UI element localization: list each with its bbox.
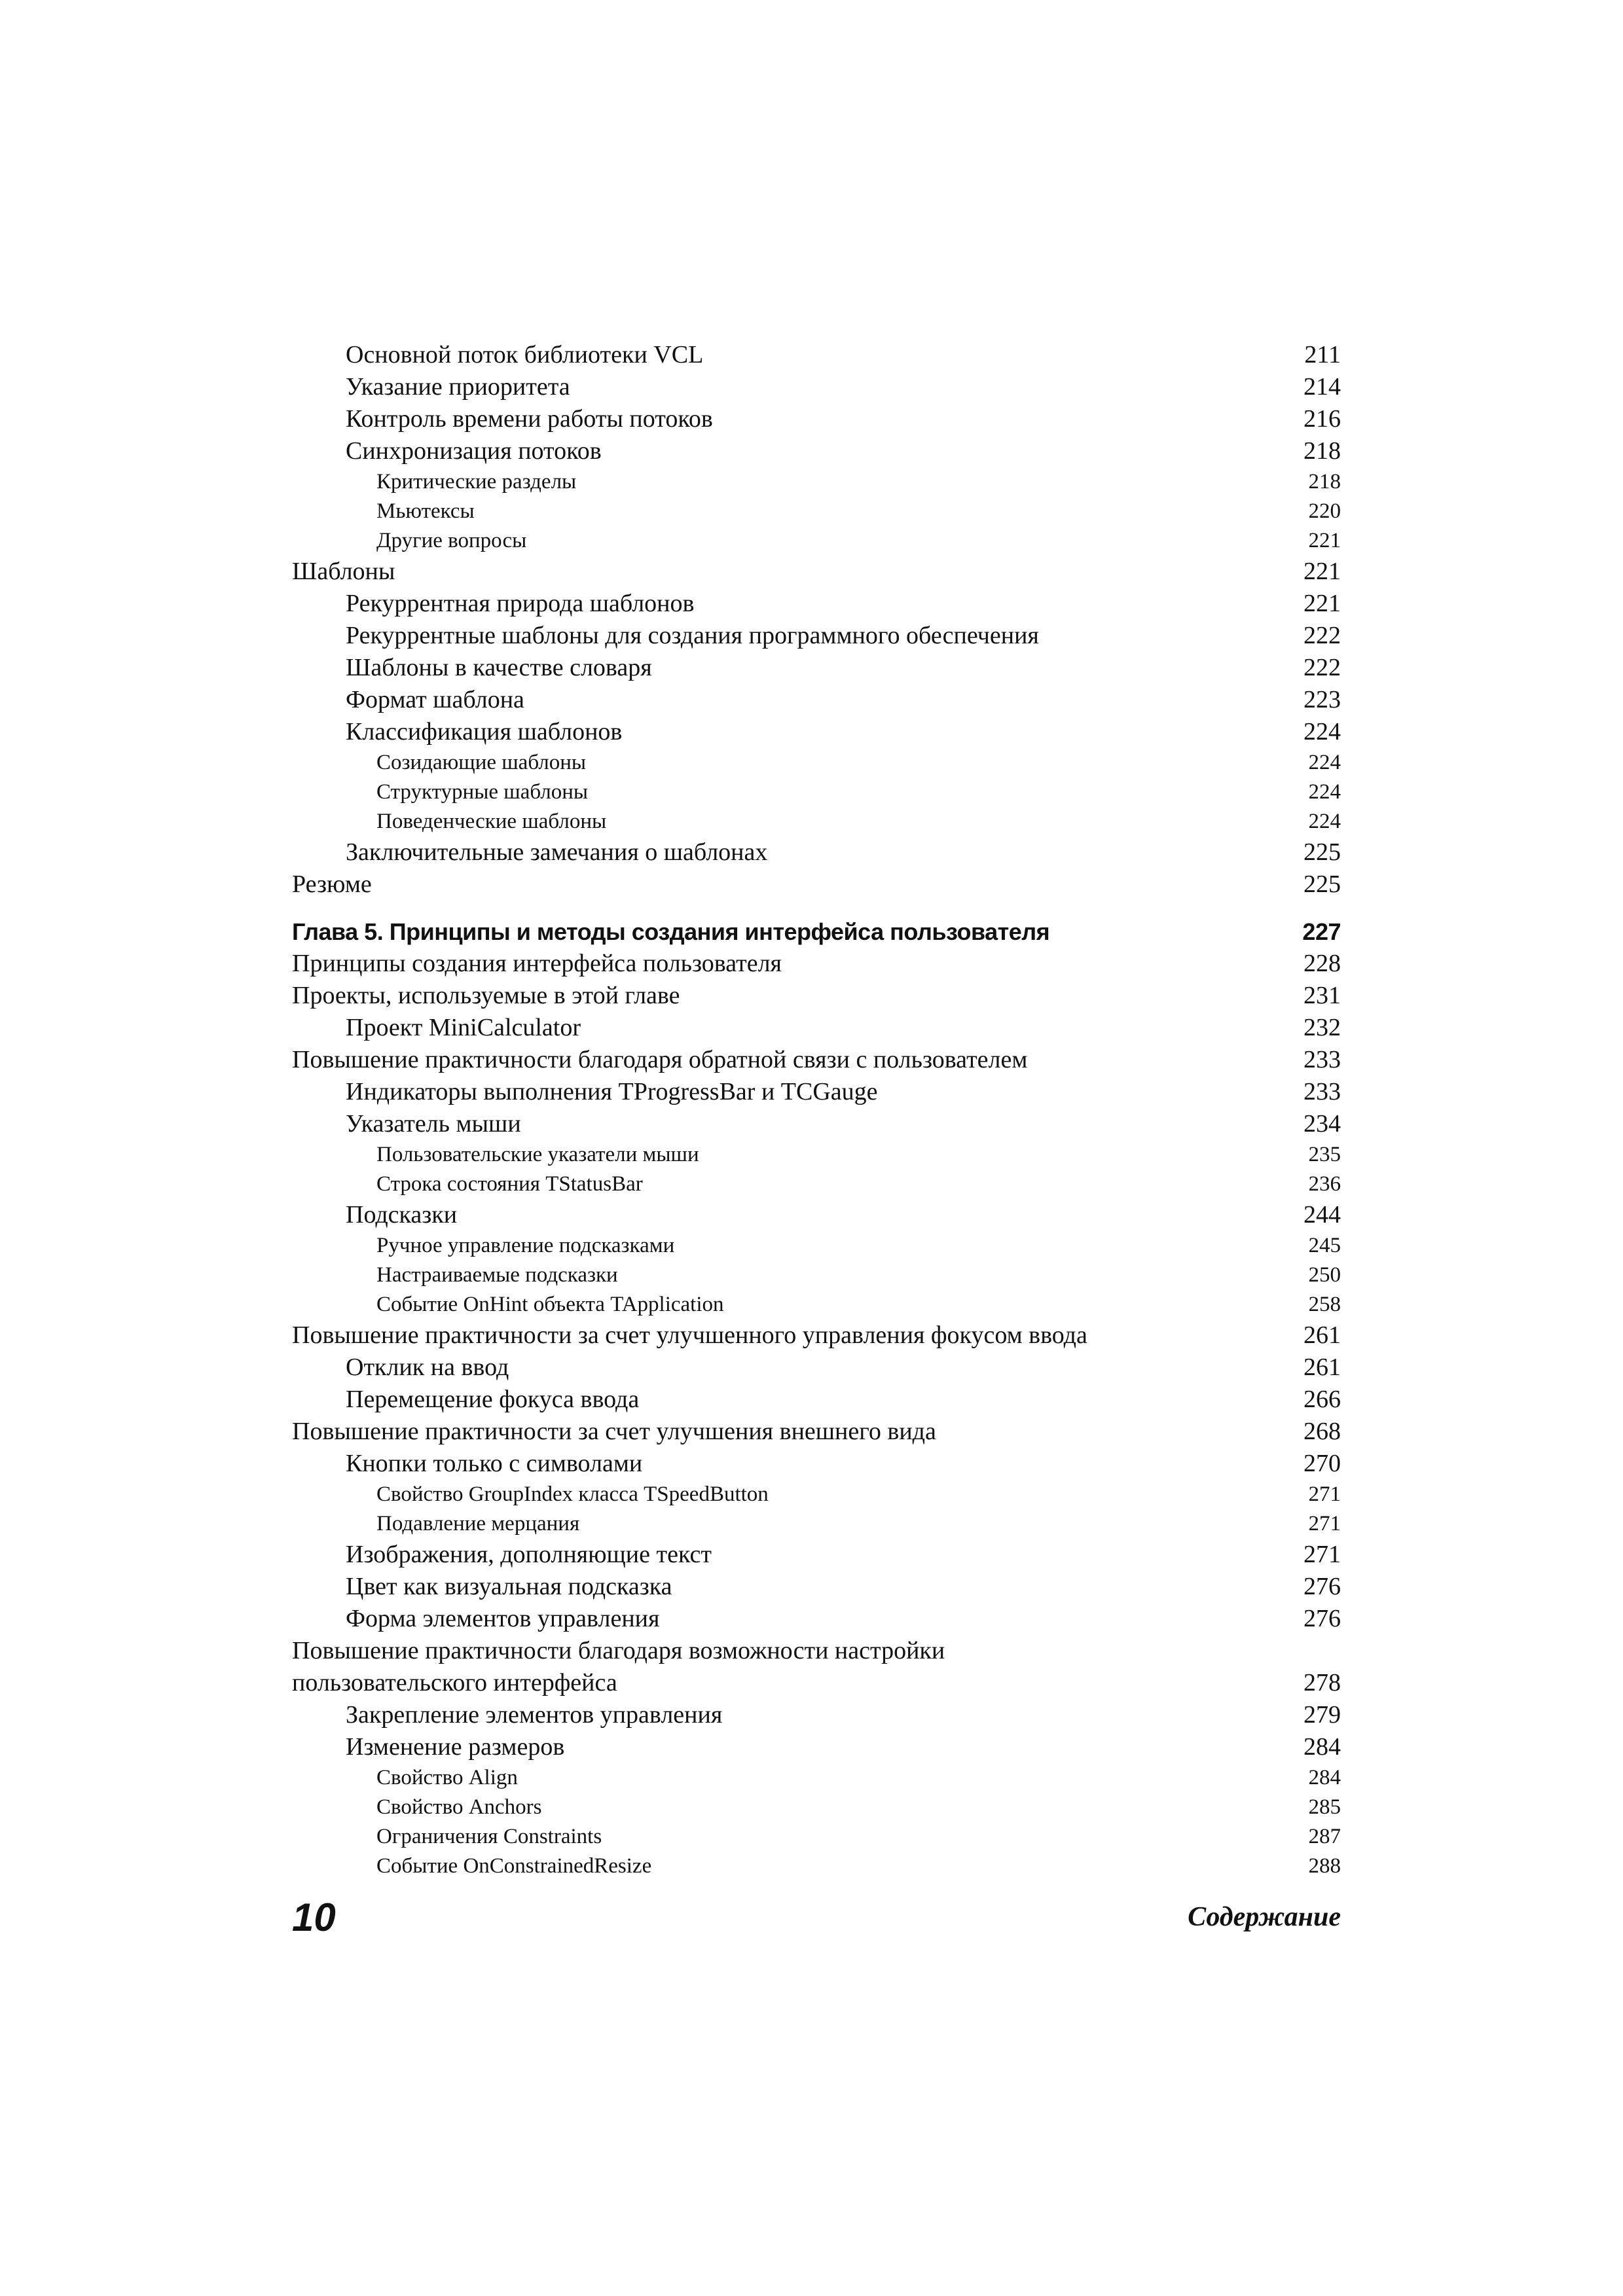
toc-entry-level-1 xyxy=(292,556,1341,588)
toc-entry-page: 271 xyxy=(1308,1482,1341,1506)
toc-entry-page: 285 xyxy=(1308,1795,1341,1819)
toc-entry-title: Закрепление элементов управления xyxy=(346,1701,723,1729)
toc-entry-level-2 xyxy=(292,588,1341,620)
toc-entry-page: 224 xyxy=(1308,751,1341,774)
toc-entry-title: Форма элементов управления xyxy=(346,1605,660,1632)
toc-entry-level-3 xyxy=(292,1261,1341,1290)
toc-entry-page: 233 xyxy=(1304,1046,1341,1073)
running-title: Содержание xyxy=(1188,1902,1341,1932)
toc-entry-title: Классификация шаблонов xyxy=(346,718,623,745)
toc-entry-title: Событие OnHint объекта TApplication xyxy=(376,1293,724,1316)
toc-entry-level-2 xyxy=(292,1384,1341,1416)
toc-entry-title: Поведенческие шаблоны xyxy=(376,810,607,833)
toc-entry-page: 266 xyxy=(1304,1386,1341,1413)
toc-entry-level-2 xyxy=(292,1076,1341,1108)
toc-entry-level-1 xyxy=(292,980,1341,1012)
toc-entry-title: Ручное управление подсказками xyxy=(376,1234,675,1257)
toc-entry-level-2 xyxy=(292,1012,1341,1044)
toc-entry-level-2 xyxy=(292,371,1341,403)
toc-entry-title: Кнопки только с символами xyxy=(346,1450,643,1477)
toc-entry-title: Синхронизация потоков xyxy=(346,437,602,465)
toc-entry-page: 284 xyxy=(1304,1733,1341,1761)
toc-entry-title: Свойство GroupIndex класса TSpeedButton xyxy=(376,1482,769,1506)
toc-entry-title: Повышение практичности благодаря обратной связи с пользователем xyxy=(292,1046,1028,1073)
toc-entry-title: Заключительные замечания о шаблонах xyxy=(346,838,768,866)
toc-entry-level-2 xyxy=(292,684,1341,716)
toc-entry-level-1 xyxy=(292,1416,1341,1448)
toc-entry-title: Цвет как визуальная подсказка xyxy=(346,1573,672,1600)
toc-chapter-heading xyxy=(292,916,1341,948)
toc-entry-level-3 xyxy=(292,1290,1341,1319)
toc-entry-title: Созидающие шаблоны xyxy=(376,751,587,774)
toc-entry-title: Изображения, дополняющие текст xyxy=(346,1541,712,1568)
toc-entry-level-3 xyxy=(292,1170,1341,1199)
toc-entry-level-3 xyxy=(292,1793,1341,1822)
toc-entry-title: Резюме xyxy=(292,870,372,898)
toc-entry-title: Подавление мерцания xyxy=(376,1512,580,1535)
toc-entry-level-3 xyxy=(292,778,1341,807)
toc-entry-title: Структурные шаблоны xyxy=(376,780,589,804)
toc-entry-level-2 xyxy=(292,435,1341,467)
toc-entry-page: 268 xyxy=(1304,1418,1341,1445)
toc-entry-title: Проекты, используемые в этой главе xyxy=(292,982,680,1009)
toc-entry-level-2 xyxy=(292,716,1341,748)
toc-entry-title: Строка состояния TStatusBar xyxy=(376,1172,643,1196)
toc-entry-level-3 xyxy=(292,807,1341,836)
page-number: 10 xyxy=(292,1895,336,1939)
toc-entry-page: 222 xyxy=(1304,622,1341,649)
toc-entry-page: 227 xyxy=(1302,918,1341,945)
toc-entry-page: 261 xyxy=(1304,1354,1341,1381)
table-of-contents xyxy=(292,339,1341,1881)
toc-entry-title: Указатель мыши xyxy=(346,1110,521,1138)
toc-entry-level-3 xyxy=(292,1763,1341,1793)
toc-entry-page: 270 xyxy=(1304,1450,1341,1477)
toc-entry-level-3 xyxy=(292,1140,1341,1170)
toc-entry-level-3 xyxy=(292,1852,1341,1881)
toc-entry-title: Свойство Align xyxy=(376,1766,518,1789)
toc-entry-level-2 xyxy=(292,403,1341,435)
toc-entry-page: 231 xyxy=(1304,982,1341,1009)
toc-entry-page: 245 xyxy=(1308,1234,1341,1257)
toc-entry-title: Повышение практичности за счет улучшенного управления фокусом ввода xyxy=(292,1321,1087,1349)
toc-entry-page: 271 xyxy=(1308,1512,1341,1535)
toc-entry-page: 218 xyxy=(1304,437,1341,465)
toc-entry-level-2 xyxy=(292,620,1341,652)
toc-entry-page: 261 xyxy=(1304,1321,1341,1349)
toc-entry-level-3 xyxy=(292,748,1341,778)
toc-entry-page: 278 xyxy=(1304,1669,1341,1696)
toc-entry-title: Основной поток библиотеки VCL xyxy=(346,341,704,368)
toc-entry-page: 228 xyxy=(1304,950,1341,977)
toc-entry-title: Другие вопросы xyxy=(376,529,527,552)
toc-entry-page: 218 xyxy=(1308,470,1341,493)
toc-entry-level-3 xyxy=(292,1231,1341,1261)
toc-entry-page: 216 xyxy=(1304,405,1341,433)
toc-entry-page: 236 xyxy=(1308,1172,1341,1196)
toc-entry-page: 235 xyxy=(1308,1143,1341,1166)
toc-entry-level-2 xyxy=(292,652,1341,684)
toc-entry-level-2 xyxy=(292,1199,1341,1231)
toc-entry-page: 225 xyxy=(1304,870,1341,898)
toc-entry-level-1 xyxy=(292,869,1341,901)
toc-entry-page: 221 xyxy=(1304,558,1341,585)
toc-entry-level-2 xyxy=(292,1571,1341,1603)
toc-entry-page: 225 xyxy=(1304,838,1341,866)
toc-entry-level-3 xyxy=(292,1822,1341,1852)
toc-entry-level-3 xyxy=(292,497,1341,526)
toc-entry-title: Повышение практичности благодаря возможности настройки пользовательского интерфейса xyxy=(292,1637,945,1696)
toc-entry-level-2 xyxy=(292,1603,1341,1635)
toc-entry-page: 279 xyxy=(1304,1701,1341,1729)
toc-entry-title: Повышение практичности за счет улучшения внешнего вида xyxy=(292,1418,936,1445)
toc-entry-title: Контроль времени работы потоков xyxy=(346,405,713,433)
toc-entry-level-2 xyxy=(292,1731,1341,1763)
toc-entry-page: 221 xyxy=(1308,529,1341,552)
toc-entry-page: 244 xyxy=(1304,1201,1341,1229)
toc-entry-level-3 xyxy=(292,467,1341,497)
toc-entry-title: Индикаторы выполнения TProgressBar и TCGauge xyxy=(346,1078,878,1105)
toc-entry-page: 224 xyxy=(1308,810,1341,833)
toc-entry-page: 258 xyxy=(1308,1293,1341,1316)
toc-entry-level-1 xyxy=(292,1319,1341,1352)
toc-entry-page: 223 xyxy=(1304,686,1341,713)
toc-entry-title: Подсказки xyxy=(346,1201,458,1229)
toc-entry-level-2 xyxy=(292,1108,1341,1140)
toc-entry-title: Свойство Anchors xyxy=(376,1795,542,1819)
toc-entry-page: 221 xyxy=(1304,590,1341,617)
toc-entry-page: 276 xyxy=(1304,1605,1341,1632)
toc-entry-title: Шаблоны в качестве словаря xyxy=(346,654,652,681)
toc-entry-level-3 xyxy=(292,526,1341,556)
toc-entry-title: Формат шаблона xyxy=(346,686,524,713)
toc-entry-page: 287 xyxy=(1308,1825,1341,1848)
toc-entry-level-2 xyxy=(292,1699,1341,1731)
toc-entry-level-2 xyxy=(292,339,1341,371)
toc-entry-page: 276 xyxy=(1304,1573,1341,1600)
toc-entry-page: 250 xyxy=(1308,1263,1341,1287)
toc-entry-title: Указание приоритета xyxy=(346,373,570,401)
toc-entry-title: Рекуррентная природа шаблонов xyxy=(346,590,695,617)
toc-entry-level-1 xyxy=(292,1044,1341,1076)
toc-entry-title: Рекуррентные шаблоны для создания программного обеспечения xyxy=(346,622,1039,649)
toc-entry-title: Мьютексы xyxy=(376,499,475,523)
toc-entry-title: Пользовательские указатели мыши xyxy=(376,1143,699,1166)
toc-entry-title: Принципы создания интерфейса пользователя xyxy=(292,950,782,977)
toc-entry-page: 233 xyxy=(1304,1078,1341,1105)
toc-entry-page: 271 xyxy=(1304,1541,1341,1568)
toc-entry-level-3 xyxy=(292,1480,1341,1509)
toc-entry-level-2 xyxy=(292,1448,1341,1480)
toc-entry-level-1 xyxy=(292,1635,1341,1699)
toc-entry-title: Проект MiniCalculator xyxy=(346,1014,581,1041)
page-footer xyxy=(292,1894,1341,1940)
toc-entry-page: 284 xyxy=(1308,1766,1341,1789)
toc-entry-page: 232 xyxy=(1304,1014,1341,1041)
toc-entry-level-3 xyxy=(292,1509,1341,1539)
toc-entry-title: Шаблоны xyxy=(292,558,395,585)
toc-entry-title: Изменение размеров xyxy=(346,1733,565,1761)
toc-entry-title: Отклик на ввод xyxy=(346,1354,509,1381)
toc-entry-level-2 xyxy=(292,836,1341,869)
toc-entry-title: Глава 5. Принципы и методы создания интерфейса пользователя xyxy=(292,918,1050,945)
toc-entry-title: Настраиваемые подсказки xyxy=(376,1263,618,1287)
toc-entry-title: Событие OnConstrainedResize xyxy=(376,1854,652,1878)
toc-entry-page: 211 xyxy=(1304,341,1341,368)
toc-entry-page: 224 xyxy=(1304,718,1341,745)
toc-entry-level-2 xyxy=(292,1539,1341,1571)
toc-entry-page: 288 xyxy=(1308,1854,1341,1878)
toc-entry-page: 222 xyxy=(1304,654,1341,681)
toc-entry-level-2 xyxy=(292,1352,1341,1384)
toc-entry-page: 214 xyxy=(1304,373,1341,401)
toc-entry-title: Ограничения Constraints xyxy=(376,1825,602,1848)
toc-entry-level-1 xyxy=(292,948,1341,980)
toc-entry-page: 220 xyxy=(1308,499,1341,523)
toc-entry-page: 224 xyxy=(1308,780,1341,804)
toc-entry-title: Критические разделы xyxy=(376,470,577,493)
toc-entry-title: Перемещение фокуса ввода xyxy=(346,1386,640,1413)
toc-entry-page: 234 xyxy=(1304,1110,1341,1138)
